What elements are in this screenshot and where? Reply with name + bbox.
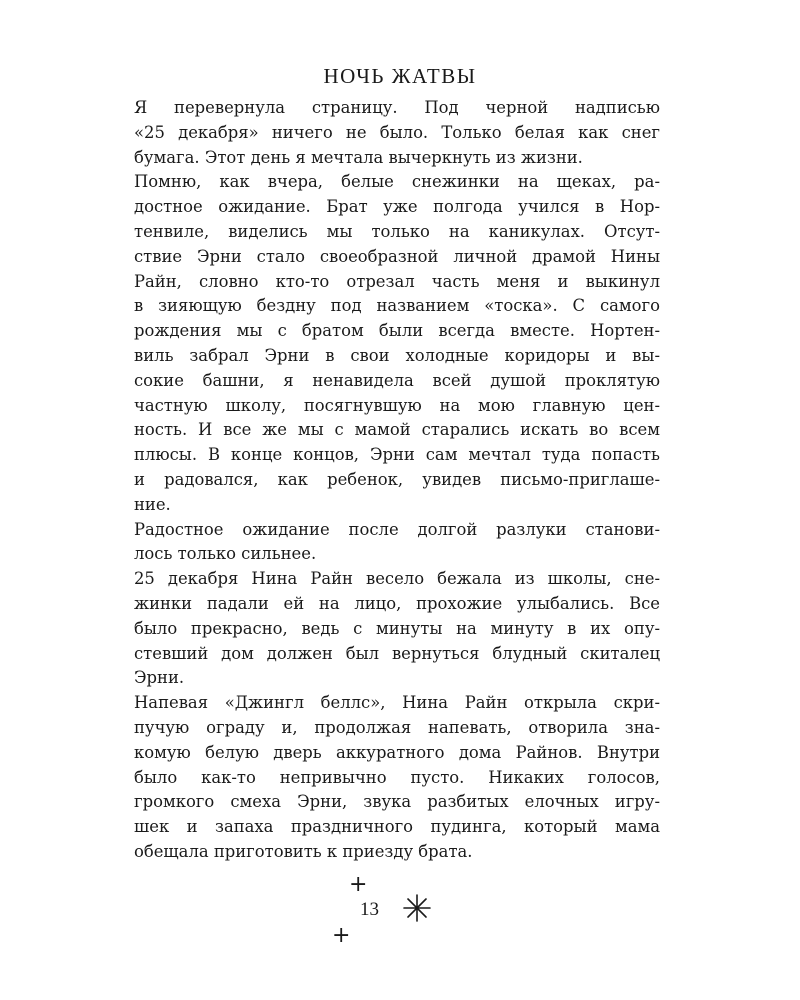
paragraph-4 <box>110 567 660 691</box>
text-line: «25 декабря» ничего не было. Только белая как снег <box>134 122 660 142</box>
paragraph-1 <box>110 96 660 170</box>
text-line: было как-то непривычно пусто. Никаких голосов, <box>134 767 660 787</box>
text-line: было прекрасно, ведь с минуты на минуту в их опу- <box>134 618 660 638</box>
text-line: частную школу, посягнувшую на мою главную цен- <box>134 395 660 415</box>
text-line: шек и запаха праздничного пудинга, который мама <box>134 817 660 837</box>
plus-icon: + <box>349 872 368 897</box>
text-line: ние. <box>134 494 171 514</box>
star-burst-icon <box>402 893 432 923</box>
text-line: и радовался, как ребенок, увидев письмо-приглаше- <box>134 469 660 489</box>
body-text <box>110 96 660 865</box>
text-line: Райн, словно кто-то отрезал часть меня и выкинул <box>134 271 660 291</box>
paragraph-2 <box>110 170 660 517</box>
text-line: обещала приготовить к приезду брата. <box>134 841 473 861</box>
text-line: громкого смеха Эрни, звука разбитых елочных игру- <box>134 792 660 812</box>
text-line: тенвиле, виделись мы только на каникулах. Отсут- <box>134 221 660 241</box>
text-line: Напевая «Джингл беллс», Нина Райн открыла скри- <box>134 693 660 713</box>
text-line: Радостное ожидание после долгой разлуки станови- <box>134 519 660 539</box>
page-number: 13 <box>360 899 379 920</box>
paragraph-3 <box>110 518 660 568</box>
text-line: комую белую дверь аккуратного дома Райнов. Внутри <box>134 742 660 762</box>
text-line: стевший дом должен был вернуться блудный скиталец <box>134 643 660 663</box>
text-line: жинки падали ей на лицо, прохожие улыбались. Все <box>134 593 660 613</box>
text-line: бумага. Этот день я мечтала вычеркнуть из жизни. <box>134 147 583 167</box>
paragraph-5 <box>110 691 660 865</box>
text-line: ствие Эрни стало своеобразной личной драмой Нины <box>134 246 660 266</box>
text-line: лось только сильнее. <box>134 544 317 564</box>
text-line: Я перевернула страницу. Под черной надписью <box>134 98 660 117</box>
text-line: пучую ограду и, продолжая напевать, отворила зна- <box>134 717 660 737</box>
running-title: НОЧЬ ЖАТВЫ <box>323 64 477 88</box>
text-line: рождения мы с братом были всегда вместе. Нортен- <box>134 321 660 341</box>
text-line: виль забрал Эрни в свои холодные коридоры и вы- <box>134 345 660 365</box>
text-line: сокие башни, я ненавидела всей душой проклятую <box>134 370 660 390</box>
text-line: Помню, как вчера, белые снежинки на щеках, ра- <box>134 172 660 192</box>
text-line: Эрни. <box>134 668 185 688</box>
text-line: 25 декабря Нина Райн весело бежала из школы, сне- <box>134 569 660 589</box>
text-line: в зияющую бездну под названием «тоска». С самого <box>134 296 660 316</box>
text-line: ность. И все же мы с мамой старались искать во всем <box>134 420 660 440</box>
text-line: плюсы. В конце концов, Эрни сам мечтал туда попасть <box>134 445 660 465</box>
text-line: достное ожидание. Брат уже полгода учился в Нор- <box>134 197 660 217</box>
plus-icon: + <box>332 923 351 948</box>
